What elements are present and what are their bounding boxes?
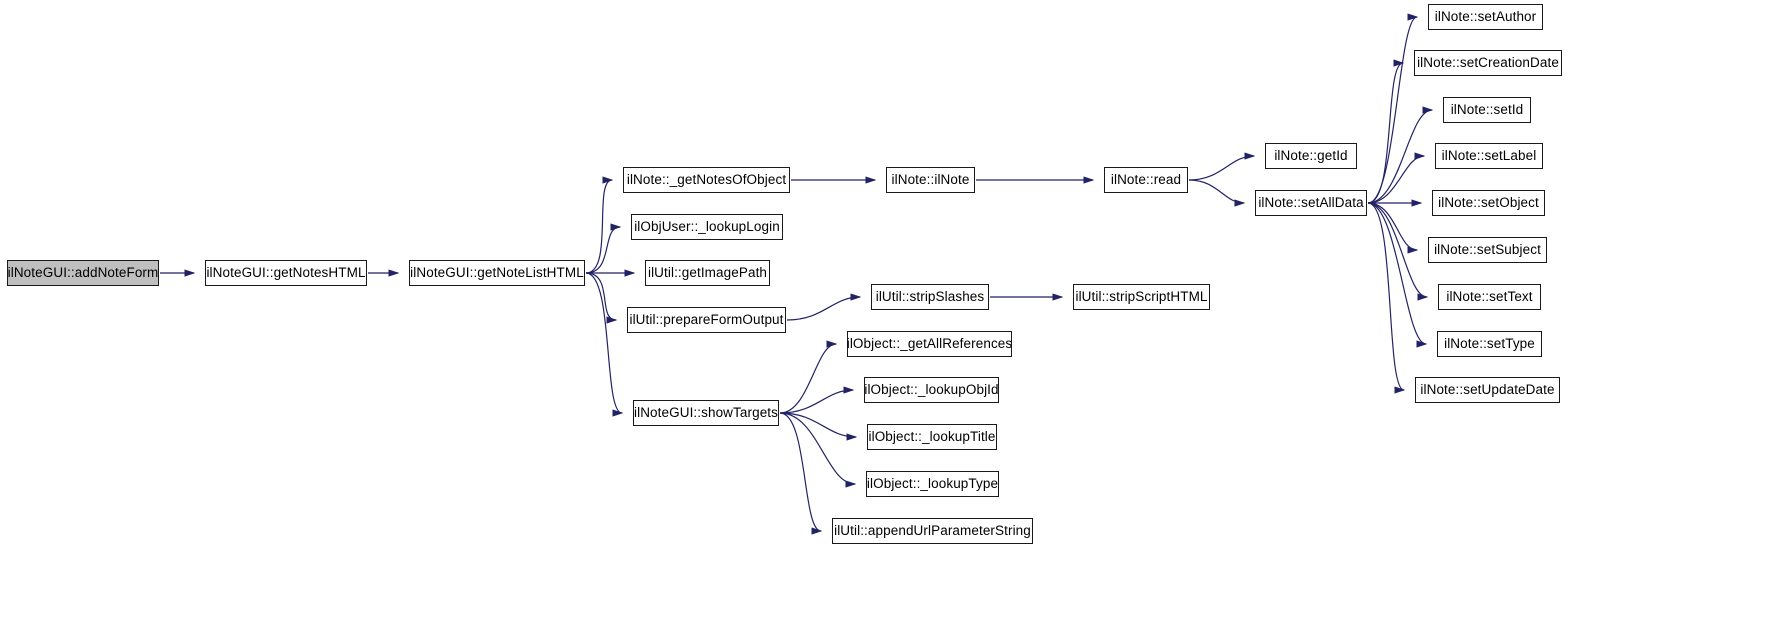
graph-node-stripScriptHTML[interactable]: ilUtil::stripScriptHTML [1073, 284, 1210, 310]
edge-showTargets-to-lookupObjId [780, 390, 853, 413]
edge-showTargets-to-appendUrlParameterString [780, 413, 821, 531]
graph-node-getImagePath[interactable]: ilUtil::getImagePath [645, 260, 770, 286]
edge-getNoteListHTML-to-prepareFormOutput [586, 273, 616, 320]
edge-setAllData-to-setCreationDate [1368, 63, 1403, 203]
graph-node-lookupTitle[interactable]: ilObject::_lookupTitle [867, 424, 997, 450]
graph-node-setObject[interactable]: ilNote::setObject [1432, 190, 1545, 216]
graph-node-prepareFormOutput[interactable]: ilUtil::prepareFormOutput [627, 307, 786, 333]
graph-node-addNoteForm[interactable]: ilNoteGUI::addNoteForm [7, 260, 159, 286]
edge-setAllData-to-setSubject [1368, 203, 1417, 250]
edge-read-to-setAllData [1189, 180, 1244, 203]
graph-node-setType[interactable]: ilNote::setType [1437, 331, 1542, 357]
graph-node-stripSlashes[interactable]: ilUtil::stripSlashes [871, 284, 989, 310]
graph-node-getNotesHTML[interactable]: ilNoteGUI::getNotesHTML [205, 260, 367, 286]
edge-setAllData-to-setAuthor [1368, 17, 1417, 203]
graph-node-getId[interactable]: ilNote::getId [1265, 143, 1357, 169]
edge-setAllData-to-setLabel [1368, 156, 1424, 203]
graph-node-setText[interactable]: ilNote::setText [1438, 284, 1541, 310]
edge-setAllData-to-setType [1368, 203, 1426, 344]
graph-node-setSubject[interactable]: ilNote::setSubject [1428, 237, 1547, 263]
graph-node-appendUrlParameterString[interactable]: ilUtil::appendUrlParameterString [832, 518, 1033, 544]
graph-node-setCreationDate[interactable]: ilNote::setCreationDate [1414, 50, 1562, 76]
edge-getNoteListHTML-to-lookupLogin [586, 227, 620, 273]
edge-prepareFormOutput-to-stripSlashes [787, 297, 860, 320]
graph-node-setLabel[interactable]: ilNote::setLabel [1435, 143, 1543, 169]
edge-read-to-getId [1189, 156, 1254, 180]
graph-node-lookupLogin[interactable]: ilObjUser::_lookupLogin [631, 214, 783, 240]
graph-node-getAllReferences[interactable]: ilObject::_getAllReferences [847, 331, 1012, 357]
graph-node-setAllData[interactable]: ilNote::setAllData [1255, 190, 1367, 216]
graph-node-getNotesOfObject[interactable]: ilNote::_getNotesOfObject [623, 167, 790, 193]
edge-getNoteListHTML-to-showTargets [586, 273, 622, 413]
edge-setAllData-to-setUpdateDate [1368, 203, 1404, 390]
edge-setAllData-to-setText [1368, 203, 1427, 297]
graph-node-getNoteListHTML[interactable]: ilNoteGUI::getNoteListHTML [409, 260, 585, 286]
edge-showTargets-to-lookupTitle [780, 413, 856, 437]
graph-node-read[interactable]: ilNote::read [1104, 167, 1188, 193]
edge-showTargets-to-getAllReferences [780, 344, 836, 413]
graph-node-setId[interactable]: ilNote::setId [1443, 97, 1531, 123]
graph-node-lookupType[interactable]: ilObject::_lookupType [866, 471, 999, 497]
edge-showTargets-to-lookupType [780, 413, 855, 484]
edge-getNoteListHTML-to-getNotesOfObject [586, 180, 612, 273]
graph-node-setAuthor[interactable]: ilNote::setAuthor [1428, 4, 1543, 30]
graph-node-lookupObjId[interactable]: ilObject::_lookupObjId [864, 377, 999, 403]
graph-node-setUpdateDate[interactable]: ilNote::setUpdateDate [1415, 377, 1560, 403]
graph-node-showTargets[interactable]: ilNoteGUI::showTargets [633, 400, 779, 426]
graph-node-ilNote[interactable]: ilNote::ilNote [886, 167, 975, 193]
edge-setAllData-to-setId [1368, 110, 1432, 203]
